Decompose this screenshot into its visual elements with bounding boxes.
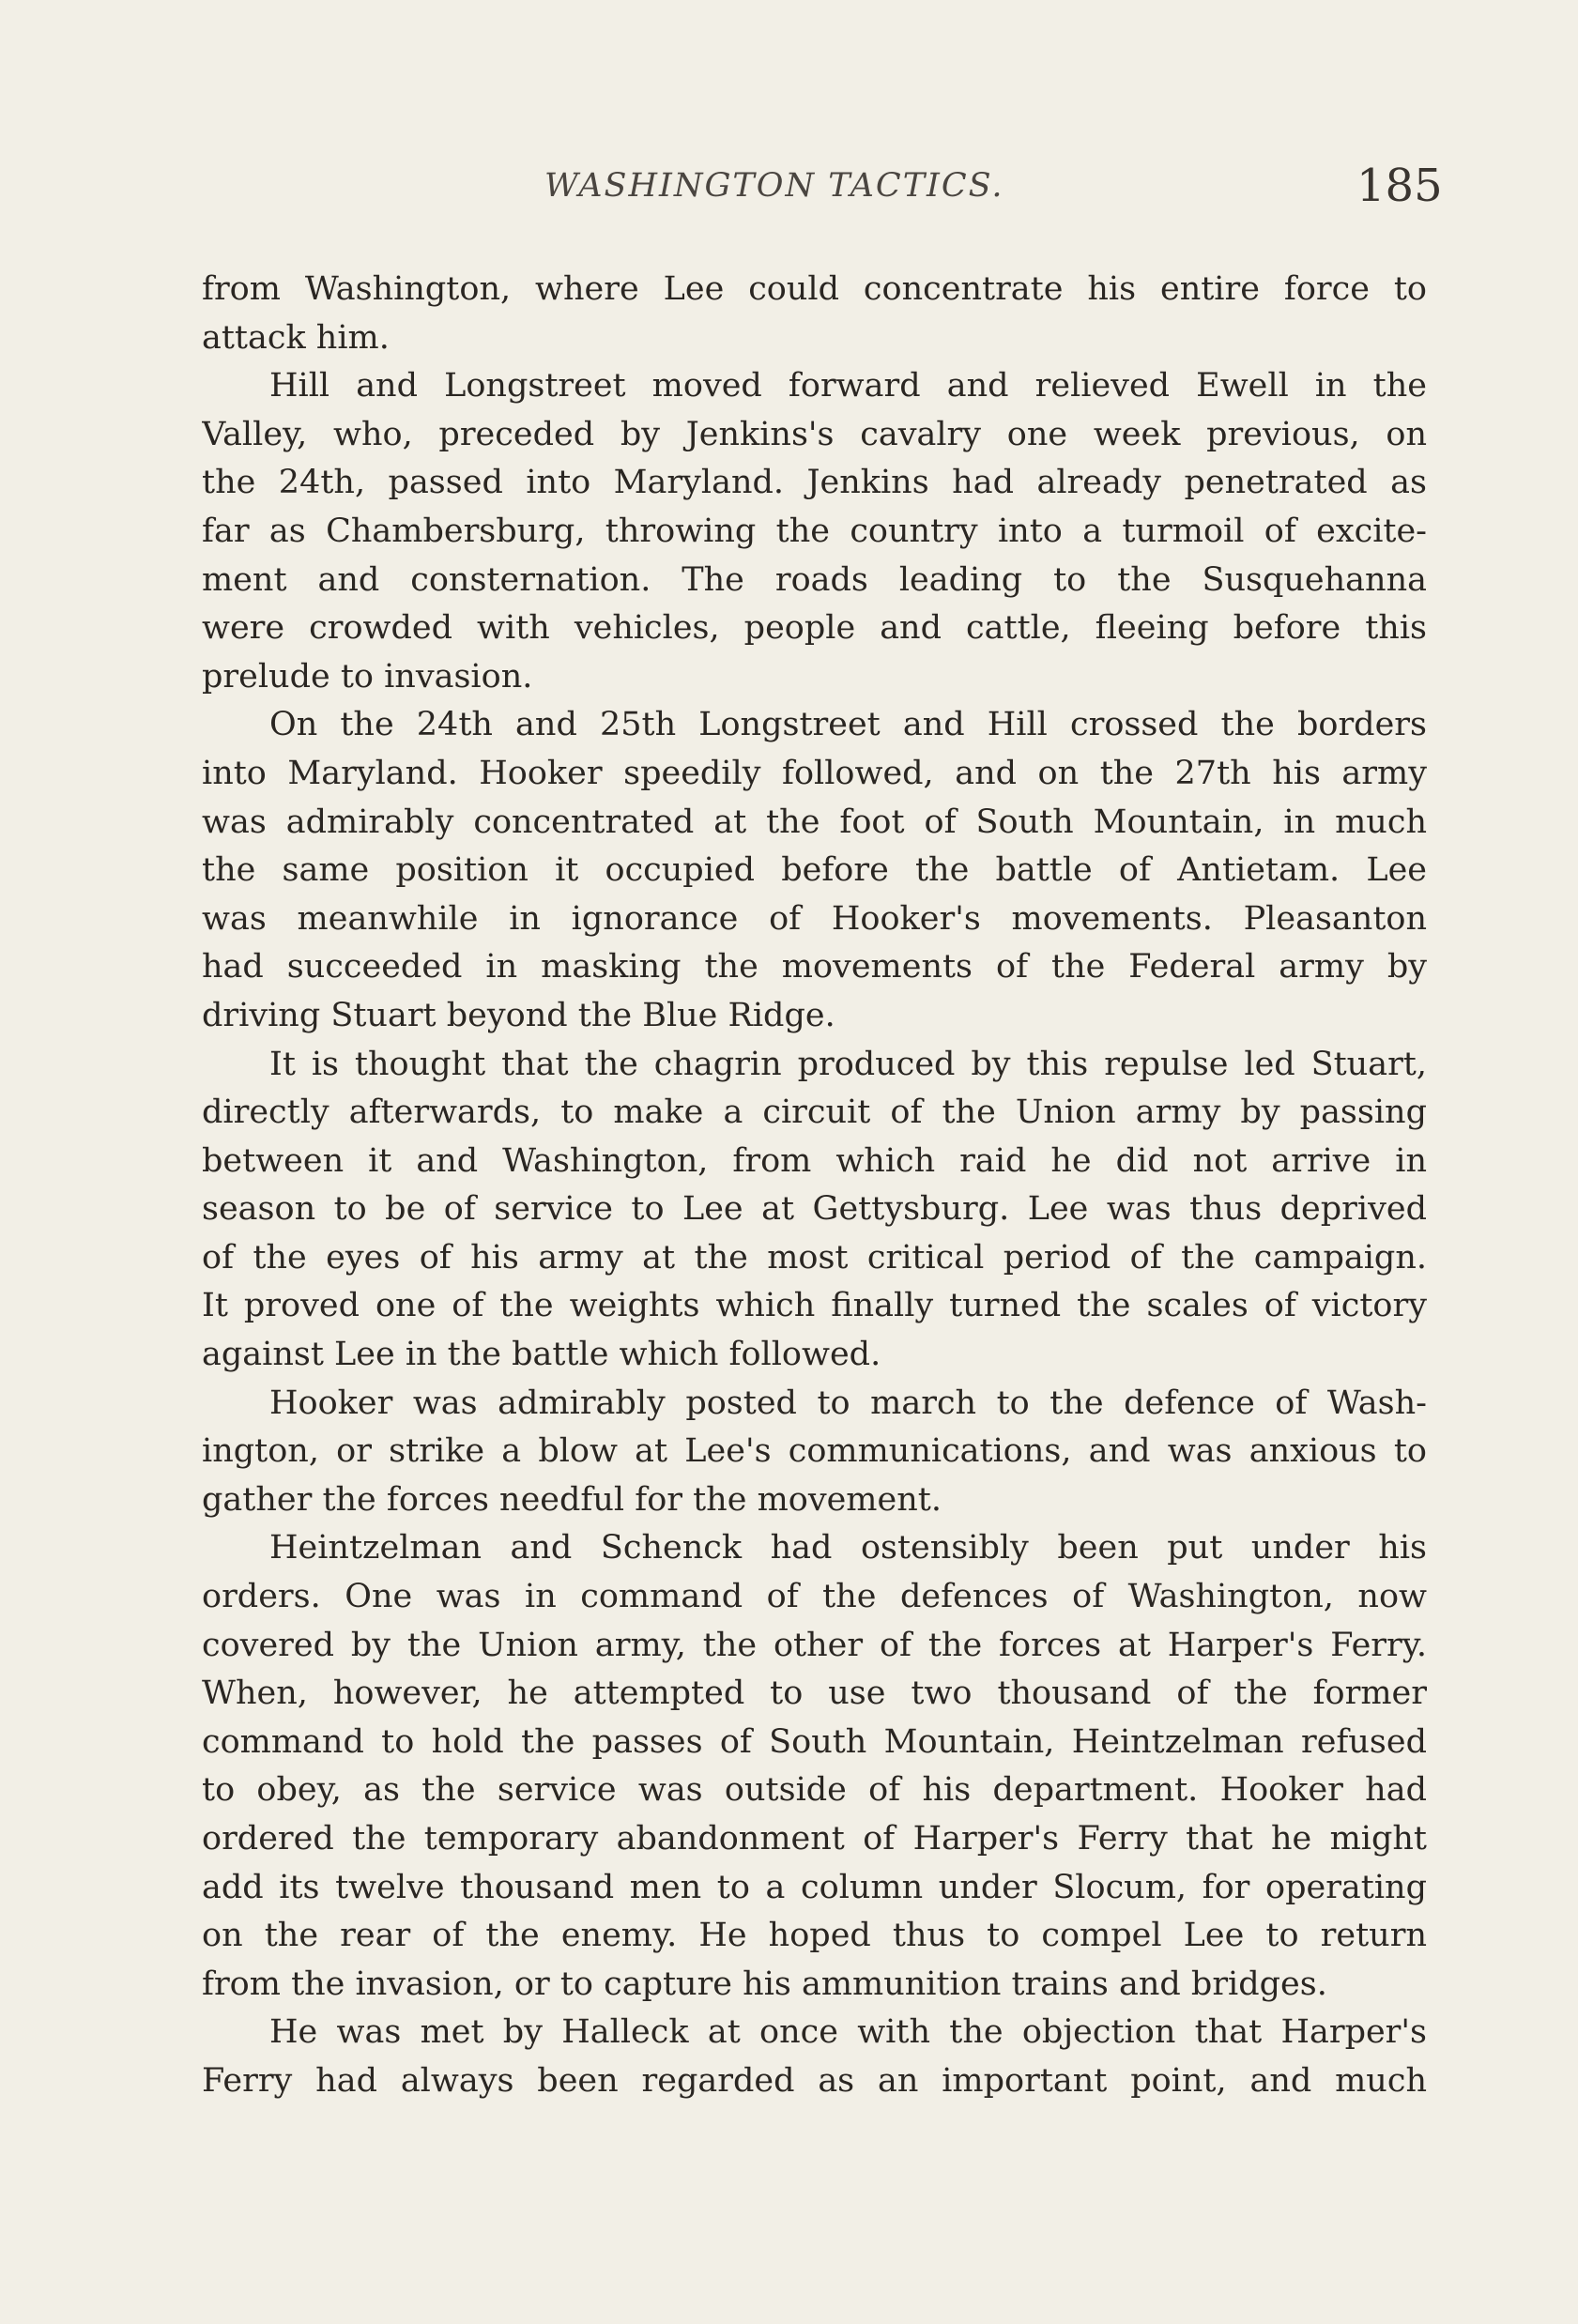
text-line: Ferry had always been regarded as an important point, and much [202, 2061, 1427, 2100]
text-line: Heintzelman and Schenck had ostensibly been put under his [269, 1529, 1427, 1567]
text-line: on the rear of the enemy. He hoped thus to compel Lee to return [202, 1917, 1427, 1955]
text-line: against Lee in the battle which followed. [202, 1336, 881, 1374]
text-line: When, however, he attempted to use two thousand of the former [202, 1674, 1427, 1713]
text-line: Hooker was admirably posted to march to the defence of Wash- [269, 1384, 1427, 1422]
text-line: Hill and Longstreet moved forward and relieved Ewell in the [269, 367, 1427, 405]
text-line: was admirably concentrated at the foot of South Mountain, in much [202, 803, 1427, 841]
text-line: driving Stuart beyond the Blue Ridge. [202, 996, 835, 1034]
body-text [202, 266, 1427, 2106]
running-title: WASHINGTON TACTICS. [544, 167, 1004, 205]
text-line: ordered the temporary abandonment of Harper's Ferry that he might [202, 1820, 1427, 1858]
text-line: season to be of service to Lee at Gettysburg. Lee was thus deprived [202, 1190, 1427, 1229]
text-line: the 24th, passed into Maryland. Jenkins had already penetrated as [202, 464, 1427, 502]
text-line: from the invasion, or to capture his ammunition trains and bridges. [202, 1965, 1327, 2003]
text-line: add its twelve thousand men to a column under Slocum, for operating [202, 1868, 1427, 1906]
text-line: command to hold the passes of South Mountain, Heintzelman refused [202, 1722, 1427, 1761]
text-line: orders. One was in command of the defences of Washington, now [202, 1578, 1427, 1616]
text-line: ington, or strike a blow at Lee's communications, and was anxious to [202, 1432, 1427, 1471]
page-number: 185 [1356, 160, 1443, 212]
text-line: Valley, who, preceded by Jenkins's cavalry one week previous, on [202, 415, 1427, 453]
text-line: It is thought that the chagrin produced by this repulse led Stuart, [269, 1045, 1427, 1083]
text-line: had succeeded in masking the movements of the Federal army by [202, 948, 1427, 986]
text-line: into Maryland. Hooker speedily followed, and on the 27th his army [202, 754, 1427, 792]
text-line: ment and consternation. The roads leading to the Susquehanna [202, 560, 1427, 599]
text-line: from Washington, where Lee could concentrate his entire force to [202, 270, 1427, 308]
text-line: He was met by Halleck at once with the objection that Harper's [269, 2013, 1427, 2052]
text-line: between it and Washington, from which raid he did not arrive in [202, 1141, 1427, 1180]
text-line: On the 24th and 25th Longstreet and Hill crossed the borders [269, 706, 1427, 744]
text-line: the same position it occupied before the battle of Antietam. Lee [202, 851, 1427, 890]
text-line: were crowded with vehicles, people and cattle, fleeing before this [202, 609, 1427, 648]
text-line: to obey, as the service was outside of his department. Hooker had [202, 1771, 1427, 1810]
text-line: It proved one of the weights which finally turned the scales of victory [202, 1287, 1427, 1325]
text-line: prelude to invasion. [202, 657, 533, 696]
text-line: far as Chambersburg, throwing the country into a turmoil of excite- [202, 512, 1427, 550]
text-line: covered by the Union army, the other of the forces at Harper's Ferry. [202, 1626, 1427, 1664]
text-line: gather the forces needful for the movement. [202, 1480, 942, 1519]
text-line: attack him. [202, 318, 390, 357]
text-line: was meanwhile in ignorance of Hooker's movements. Pleasanton [202, 899, 1427, 938]
text-line: of the eyes of his army at the most critical period of the campaign. [202, 1238, 1427, 1277]
text-line: directly afterwards, to make a circuit of the Union army by passing [202, 1093, 1427, 1132]
